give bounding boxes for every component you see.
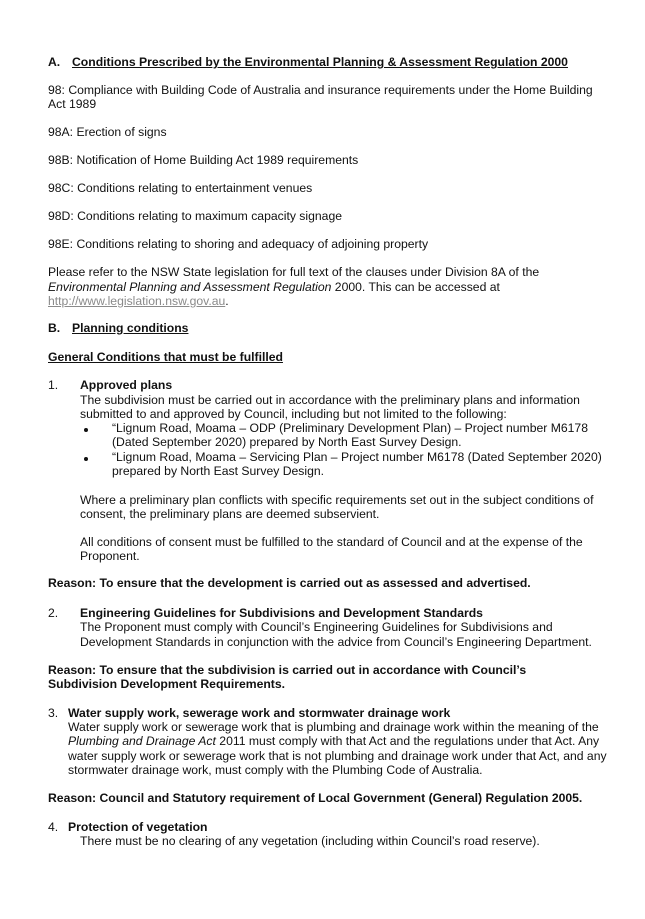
condition-1-para3: Proponent.	[80, 549, 140, 563]
clause-98e: 98E: Conditions relating to shoring and adequacy of adjoining property	[48, 237, 429, 251]
link-period: .	[225, 294, 229, 308]
condition-2-reason: Subdivision Development Requirements.	[48, 677, 286, 691]
condition-1-reason: Reason: To ensure that the development is carried out as assessed and advertised.	[48, 576, 531, 590]
condition-2-reason: Reason: To ensure that the subdivision is carried out in accordance with Council’s	[48, 663, 527, 677]
section-a-heading: Conditions Prescribed by the Environmental Planning & Assessment Regulation 2000	[72, 55, 568, 69]
plan-item-2-cont: prepared by North East Survey Design.	[112, 464, 325, 478]
clause-98: 98: Compliance with Building Code of Australia and insurance requirements under the Home Building	[48, 83, 593, 97]
bullet-icon	[84, 457, 88, 461]
condition-4-title: Protection of vegetation	[68, 820, 208, 834]
condition-2-body: Development Standards in conjunction with the advice from Council’s Engineering Department.	[80, 635, 592, 649]
section-b-heading: Planning conditions	[72, 321, 189, 335]
plan-item-1: “Lignum Road, Moama – ODP (Preliminary Development Plan) – Project number M6178	[112, 421, 588, 435]
plan-item-2: “Lignum Road, Moama – Servicing Plan – Project number M6178 (Dated September 2020)	[112, 450, 602, 464]
condition-1-body: submitted to and approved by Council, including but not limited to the following:	[80, 407, 507, 421]
condition-1-body: The subdivision must be carried out in accordance with the preliminary plans and information	[80, 393, 580, 407]
condition-3-body	[68, 734, 599, 748]
condition-3-body-rest: 2011 must comply with that Act and the regulations under that Act. Any	[215, 734, 600, 748]
condition-2-number: 2.	[48, 606, 59, 620]
act-title: Plumbing and Drainage Act	[68, 734, 216, 748]
condition-4-body: There must be no clearing of any vegetation (including within Council’s road reserve).	[80, 834, 540, 848]
condition-1-para2: consent, the preliminary plans are deemed subservient.	[80, 507, 380, 521]
condition-2-title: Engineering Guidelines for Subdivisions and Development Standards	[80, 606, 483, 620]
condition-4-number: 4.	[48, 820, 59, 834]
clause-98b: 98B: Notification of Home Building Act 1989 requirements	[48, 153, 359, 167]
refer-line-1: Please refer to the NSW State legislation for full text of the clauses under Division 8A of the	[48, 265, 540, 279]
clause-98c: 98C: Conditions relating to entertainment venues	[48, 181, 313, 195]
regulation-title: Environmental Planning and Assessment Regulation	[48, 280, 332, 294]
condition-3-title: Water supply work, sewerage work and stormwater drainage work	[68, 706, 451, 720]
condition-1-para2: Where a preliminary plan conflicts with specific requirements set out in the subject conditions of	[80, 493, 594, 507]
refer-line-3	[48, 294, 229, 308]
condition-1-number: 1.	[48, 378, 59, 392]
clause-98d: 98D: Conditions relating to maximum capacity signage	[48, 209, 342, 223]
condition-1-para3: All conditions of consent must be fulfilled to the standard of Council and at the expense of the	[80, 535, 583, 549]
condition-2-body: The Proponent must comply with Council’s Engineering Guidelines for Subdivisions and	[80, 620, 553, 634]
condition-3-body: stormwater drainage work, must comply with the Plumbing Code of Australia.	[68, 763, 483, 777]
condition-3-reason: Reason: Council and Statutory requirement of Local Government (General) Regulation 2005.	[48, 791, 583, 805]
section-b-letter: B.	[48, 321, 61, 335]
condition-3-body: water supply work or sewerage work that is not plumbing and drainage work under that Act, and any	[68, 749, 607, 763]
refer-line-2	[48, 280, 500, 294]
plan-item-1-cont: (Dated September 2020) prepared by North East Survey Design.	[112, 435, 462, 449]
bullet-icon	[84, 428, 88, 432]
section-a-letter: A.	[48, 55, 61, 69]
condition-3-body: Water supply work or sewerage work that is plumbing and drainage work within the meaning of the	[68, 720, 599, 734]
condition-3-number: 3.	[48, 706, 59, 720]
legislation-link[interactable]: http://www.legislation.nsw.gov.au	[48, 294, 226, 308]
clause-98a: 98A: Erection of signs	[48, 125, 167, 139]
refer-line-2-rest: 2000. This can be accessed at	[331, 280, 500, 294]
condition-1-title: Approved plans	[80, 378, 173, 392]
general-conditions-heading: General Conditions that must be fulfilled	[48, 350, 283, 364]
clause-98-cont: Act 1989	[48, 97, 97, 111]
